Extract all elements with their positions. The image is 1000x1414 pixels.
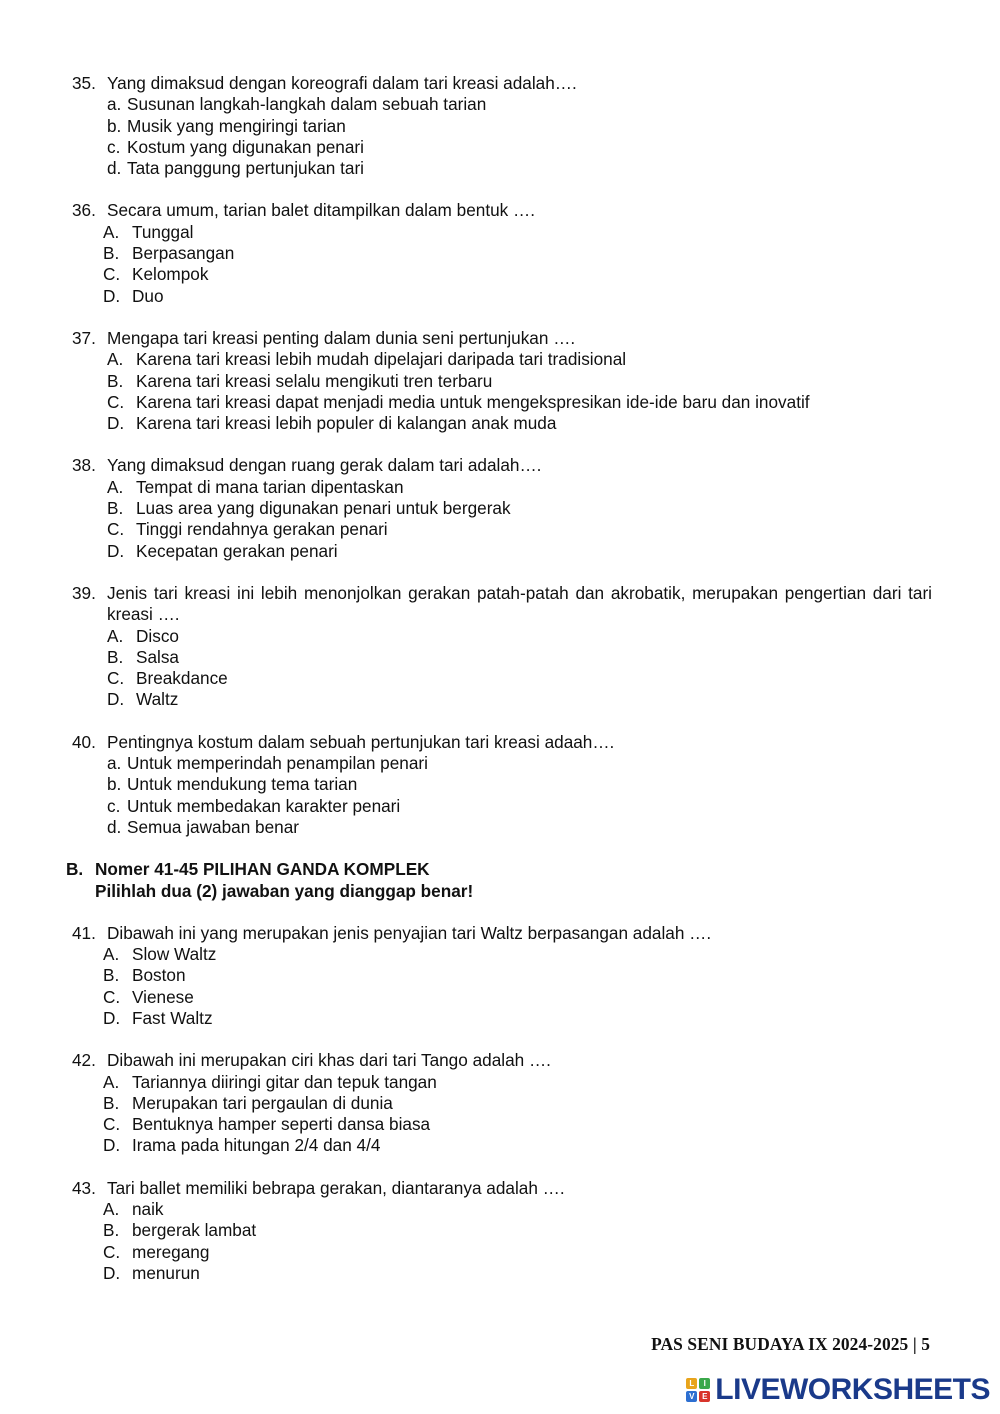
option-letter: B. <box>107 370 124 391</box>
answer-option[interactable] <box>103 243 932 264</box>
liveworksheets-brand <box>686 1374 990 1406</box>
section-b-title: Nomer 41-45 PILIHAN GANDA KOMPLEK <box>95 859 430 880</box>
option-text: Musik yang mengiringi tarian <box>127 115 346 136</box>
answer-option[interactable] <box>107 647 932 668</box>
option-letter: D. <box>107 540 125 561</box>
option-text: Tunggal <box>132 221 194 242</box>
logo-tile-l: L <box>686 1378 697 1389</box>
answer-option[interactable] <box>103 965 932 986</box>
option-letter: A. <box>103 1071 120 1092</box>
option-letter: C. <box>107 391 125 412</box>
question-item <box>72 328 932 434</box>
answer-option[interactable] <box>107 477 932 498</box>
option-letter: B. <box>103 1220 120 1241</box>
footer-separator: | <box>912 1334 917 1354</box>
answer-option[interactable] <box>107 413 932 434</box>
answer-option[interactable] <box>103 1008 932 1029</box>
question-number: 40. <box>72 731 96 752</box>
option-text: Untuk memperindah penampilan penari <box>127 753 428 774</box>
answer-options <box>103 1199 932 1284</box>
option-text: Salsa <box>136 646 179 667</box>
option-text: Boston <box>132 965 186 986</box>
option-letter: b. <box>107 774 122 795</box>
option-letter: d. <box>107 158 122 179</box>
answer-option[interactable] <box>107 371 932 392</box>
option-text: Breakdance <box>136 668 228 689</box>
option-text: Kecepatan gerakan penari <box>136 540 338 561</box>
answer-option[interactable] <box>103 1135 932 1156</box>
question-content <box>66 73 932 1305</box>
option-letter: D. <box>103 285 121 306</box>
answer-option[interactable] <box>107 753 932 774</box>
answer-option[interactable] <box>103 1263 932 1284</box>
option-text: Untuk membedakan karakter penari <box>127 795 401 816</box>
answer-options <box>107 477 932 562</box>
answer-option[interactable] <box>103 1072 932 1093</box>
option-text: Tempat di mana tarian dipentaskan <box>136 476 404 497</box>
question-item <box>72 583 932 711</box>
question-item <box>72 732 932 838</box>
answer-option[interactable] <box>107 392 932 413</box>
option-text: Tariannya diiringi gitar dan tepuk tangan <box>132 1071 437 1092</box>
option-text: Bentuknya hamper seperti dansa biasa <box>132 1114 431 1135</box>
page-footer <box>651 1334 930 1355</box>
question-text: Jenis tari kreasi ini lebih menonjolkan gerakan patah-patah dan akrobatik, merupakan pengertian dari tari kreasi …. <box>107 582 932 625</box>
answer-option[interactable] <box>107 796 932 817</box>
option-letter: b. <box>107 115 122 136</box>
question-stem <box>72 328 932 349</box>
option-text: bergerak lambat <box>132 1220 257 1241</box>
option-letter: C. <box>103 1114 121 1135</box>
section-b-letter: B. <box>66 859 84 880</box>
option-text: Karena tari kreasi lebih mudah dipelajari daripada tari tradisional <box>136 349 627 370</box>
question-number: 36. <box>72 200 96 221</box>
answer-option[interactable] <box>107 116 932 137</box>
answer-options <box>103 944 932 1029</box>
answer-option[interactable] <box>107 626 932 647</box>
liveworksheets-logo-icon <box>686 1378 712 1402</box>
option-letter: A. <box>107 476 124 497</box>
option-letter: B. <box>107 498 124 519</box>
option-text: Berpasangan <box>132 243 235 264</box>
question-item <box>72 923 932 1029</box>
answer-option[interactable] <box>103 987 932 1008</box>
option-letter: D. <box>103 1135 121 1156</box>
section-b-instruction: Pilihlah dua (2) jawaban yang dianggap benar! <box>95 880 474 901</box>
question-item <box>72 200 932 306</box>
option-text: Duo <box>132 285 164 306</box>
question-stem <box>72 455 932 476</box>
question-text: Mengapa tari kreasi penting dalam dunia seni pertunjukan …. <box>107 327 576 348</box>
option-text: Luas area yang digunakan penari untuk bergerak <box>136 498 511 519</box>
logo-tile-v: V <box>686 1391 697 1402</box>
question-group-a <box>72 73 932 838</box>
question-stem <box>72 73 932 94</box>
option-letter: B. <box>103 243 120 264</box>
question-number: 37. <box>72 327 96 348</box>
answer-option[interactable] <box>103 222 932 243</box>
option-letter: C. <box>107 668 125 689</box>
option-text: Kelompok <box>132 264 209 285</box>
option-letter: c. <box>107 795 121 816</box>
option-text: Vienese <box>132 986 194 1007</box>
option-letter: D. <box>107 413 125 434</box>
answer-options <box>107 94 932 179</box>
option-text: Irama pada hitungan 2/4 dan 4/4 <box>132 1135 381 1156</box>
answer-options <box>107 753 932 838</box>
option-letter: B. <box>107 646 124 667</box>
option-text: meregang <box>132 1241 210 1262</box>
option-text: Karena tari kreasi dapat menjadi media untuk mengekspresikan ide-ide baru dan inovatif <box>136 391 810 412</box>
answer-options <box>103 222 932 307</box>
question-number: 38. <box>72 455 96 476</box>
question-number: 43. <box>72 1177 96 1198</box>
option-letter: A. <box>107 349 124 370</box>
answer-option[interactable] <box>107 137 932 158</box>
option-letter: A. <box>103 944 120 965</box>
question-item <box>72 73 932 179</box>
question-stem <box>72 923 932 944</box>
option-text: naik <box>132 1199 164 1220</box>
footer-title: PAS SENI BUDAYA IX 2024-2025 <box>651 1334 909 1354</box>
question-text: Yang dimaksud dengan ruang gerak dalam tari adalah…. <box>107 455 542 476</box>
question-item <box>72 1178 932 1284</box>
question-text: Dibawah ini merupakan ciri khas dari tari Tango adalah …. <box>107 1050 551 1071</box>
liveworksheets-wordmark: LIVEWORKSHEETS <box>715 1373 990 1406</box>
answer-option[interactable] <box>103 944 932 965</box>
answer-option[interactable] <box>107 498 932 519</box>
answer-option[interactable] <box>103 1199 932 1220</box>
option-letter: A. <box>103 1199 120 1220</box>
option-letter: c. <box>107 136 121 157</box>
answer-option[interactable] <box>103 286 932 307</box>
answer-options <box>107 349 932 434</box>
question-number: 39. <box>72 582 96 603</box>
option-text: Disco <box>136 625 179 646</box>
question-text: Secara umum, tarian balet ditampilkan dalam bentuk …. <box>107 200 535 221</box>
option-text: Susunan langkah-langkah dalam sebuah tarian <box>127 94 487 115</box>
option-text: Karena tari kreasi selalu mengikuti tren terbaru <box>136 370 493 391</box>
answer-option[interactable] <box>107 689 932 710</box>
option-text: Fast Waltz <box>132 1007 213 1028</box>
question-stem <box>72 732 932 753</box>
option-text: Karena tari kreasi lebih populer di kalangan anak muda <box>136 413 557 434</box>
answer-option[interactable] <box>103 1220 932 1241</box>
option-text: Merupakan tari pergaulan di dunia <box>132 1092 393 1113</box>
option-letter: C. <box>103 986 121 1007</box>
answer-option[interactable] <box>107 158 932 179</box>
option-letter: a. <box>107 753 122 774</box>
option-letter: d. <box>107 816 122 837</box>
answer-option[interactable] <box>107 519 932 540</box>
answer-options <box>103 1072 932 1157</box>
answer-options <box>107 626 932 711</box>
answer-option[interactable] <box>107 349 932 370</box>
section-b-header <box>66 859 926 902</box>
option-letter: D. <box>103 1262 121 1283</box>
question-stem <box>72 583 932 626</box>
option-letter: C. <box>103 1241 121 1262</box>
logo-tile-e: E <box>699 1391 710 1402</box>
question-stem <box>72 1050 932 1071</box>
answer-option[interactable] <box>103 264 932 285</box>
answer-option[interactable] <box>107 541 932 562</box>
option-letter: a. <box>107 94 122 115</box>
question-text: Tari ballet memiliki bebrapa gerakan, diantaranya adalah …. <box>107 1177 565 1198</box>
question-number: 42. <box>72 1050 96 1071</box>
option-text: Untuk mendukung tema tarian <box>127 774 358 795</box>
option-text: Slow Waltz <box>132 944 217 965</box>
option-text: Kostum yang digunakan penari <box>127 136 364 157</box>
option-text: Waltz <box>136 689 179 710</box>
answer-option[interactable] <box>107 94 932 115</box>
question-number: 41. <box>72 922 96 943</box>
option-text: Tinggi rendahnya gerakan penari <box>136 519 388 540</box>
question-stem <box>72 1178 932 1199</box>
option-letter: B. <box>103 965 120 986</box>
question-item <box>72 455 932 561</box>
option-text: menurun <box>132 1262 200 1283</box>
question-text: Yang dimaksud dengan koreografi dalam tari kreasi adalah…. <box>107 73 577 93</box>
answer-option[interactable] <box>107 817 932 838</box>
footer-page-number: 5 <box>921 1334 930 1354</box>
option-text: Tata panggung pertunjukan tari <box>127 158 364 179</box>
question-text: Pentingnya kostum dalam sebuah pertunjukan tari kreasi adaah…. <box>107 731 615 752</box>
logo-tile-i: I <box>699 1378 710 1389</box>
question-stem <box>72 200 932 221</box>
option-letter: D. <box>103 1007 121 1028</box>
option-letter: A. <box>103 221 120 242</box>
question-number: 35. <box>72 73 96 93</box>
answer-option[interactable] <box>103 1114 932 1135</box>
answer-option[interactable] <box>107 774 932 795</box>
option-letter: C. <box>103 264 121 285</box>
answer-option[interactable] <box>107 668 932 689</box>
question-group-b <box>72 923 932 1284</box>
question-item <box>72 1050 932 1156</box>
answer-option[interactable] <box>103 1093 932 1114</box>
option-text: Semua jawaban benar <box>127 816 299 837</box>
question-text: Dibawah ini yang merupakan jenis penyajian tari Waltz berpasangan adalah …. <box>107 922 712 943</box>
option-letter: A. <box>107 625 124 646</box>
option-letter: B. <box>103 1092 120 1113</box>
answer-option[interactable] <box>103 1242 932 1263</box>
option-letter: D. <box>107 689 125 710</box>
option-letter: C. <box>107 519 125 540</box>
